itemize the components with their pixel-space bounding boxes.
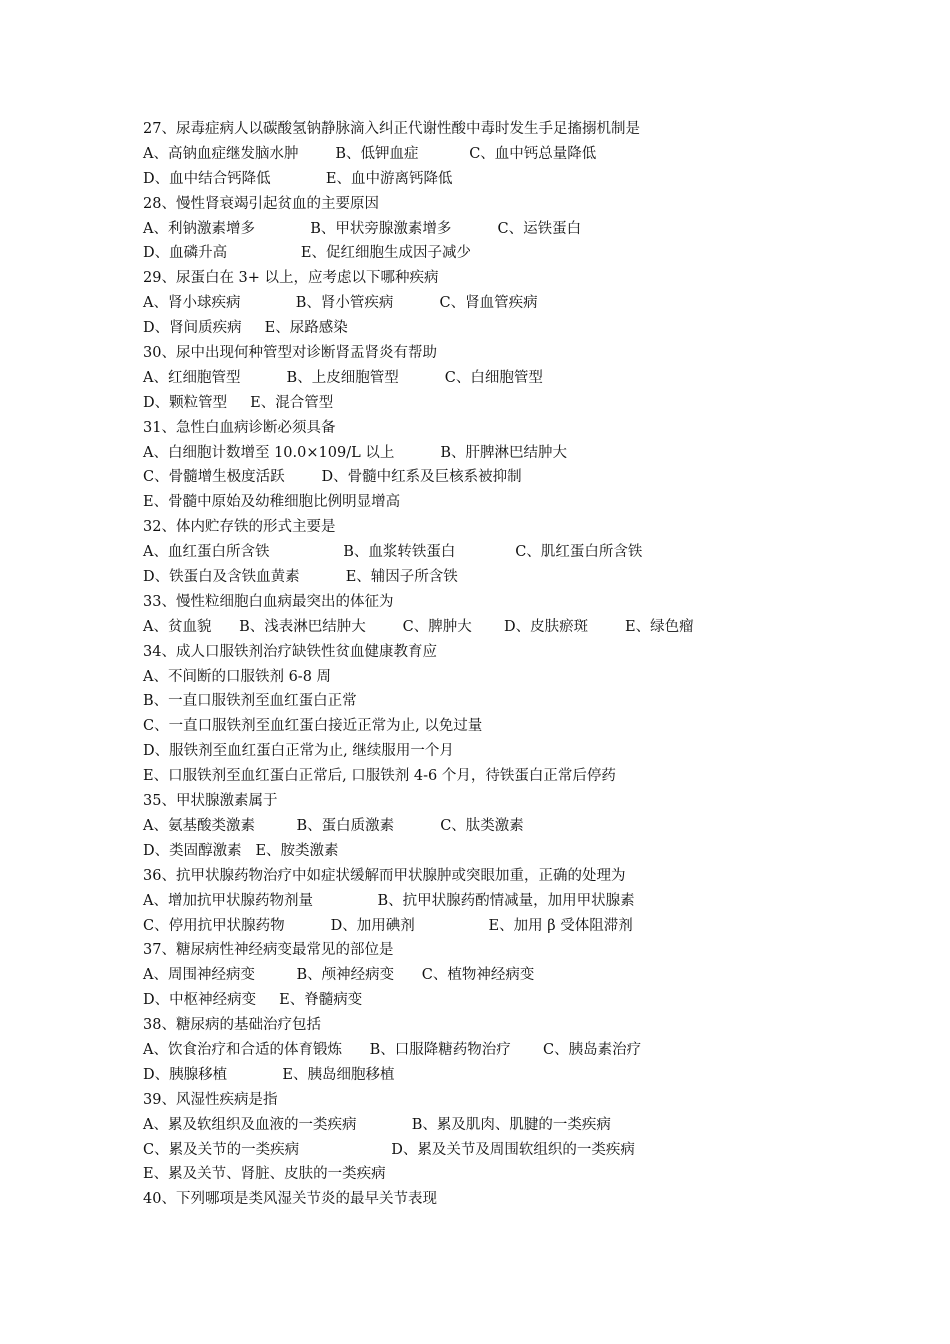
text-line: A、高钠血症继发脑水肿 B、低钾血症 C、血中钙总量降低 [143,145,597,162]
text-line: E、口服铁剂至血红蛋白正常后, 口服铁剂 4-6 个月，待铁蛋白正常后停药 [143,768,616,785]
text-line: A、白细胞计数增至 10.0×109/L 以上 B、肝脾淋巴结肿大 [143,444,568,461]
text-line: D、中枢神经病变 E、脊髓病变 [143,992,363,1009]
text-line: 38、糖尿病的基础治疗包括 [143,1017,321,1034]
text-line: C、骨髓增生极度活跃 D、骨髓中红系及巨核系被抑制 [143,469,522,486]
text-line: D、颗粒管型 E、混合管型 [143,394,334,411]
text-line: 29、尿蛋白在 3+ 以上，应考虑以下哪种疾病 [143,270,439,287]
text-line: A、血红蛋白所含铁 B、血浆转铁蛋白 C、肌红蛋白所含铁 [143,544,643,561]
text-line: A、红细胞管型 B、上皮细胞管型 C、白细胞管型 [143,369,543,386]
text-line: 37、糖尿病性神经病变最常见的部位是 [143,942,394,959]
text-line: 30、尿中出现何种管型对诊断肾盂肾炎有帮助 [143,345,437,362]
text-line: A、贫血貌 B、浅表淋巴结肿大 C、脾肿大 D、皮肤瘀斑 E、绿色瘤 [143,618,694,635]
text-line: 28、慢性肾衰竭引起贫血的主要原因 [143,195,379,212]
text-line: A、累及软组织及血液的一类疾病 B、累及肌肉、肌腱的一类疾病 [143,1116,611,1133]
text-line: 40、下列哪项是类风湿关节炎的最早关节表现 [143,1191,437,1208]
text-line: B、一直口服铁剂至血红蛋白正常 [143,693,357,710]
text-line: E、累及关节、肾脏、皮肤的一类疾病 [143,1166,386,1183]
text-line: A、利钠激素增多 B、甲状旁腺激素增多 C、运铁蛋白 [143,220,582,237]
text-line: C、停用抗甲状腺药物 D、加用碘剂 E、加用 β 受体阻滞剂 [143,917,633,934]
text-line: A、饮食治疗和合适的体育锻炼 B、口服降糖药物治疗 C、胰岛素治疗 [143,1041,642,1058]
text-line: D、服铁剂至血红蛋白正常为止, 继续服用一个月 [143,743,454,760]
text-line: A、周围神经病变 B、颅神经病变 C、植物神经病变 [143,967,535,984]
text-line: 35、甲状腺激素属于 [143,793,278,810]
text-line: 36、抗甲状腺药物治疗中如症状缓解而甲状腺肿或突眼加重，正确的处理为 [143,867,626,884]
text-line: D、肾间质疾病 E、尿路感染 [143,320,348,337]
text-line: 32、体内贮存铁的形式主要是 [143,519,336,536]
text-line: E、骨髓中原始及幼稚细胞比例明显增高 [143,494,401,511]
text-line: D、铁蛋白及含铁血黄素 E、辅因子所含铁 [143,569,458,586]
text-line: D、血中结合钙降低 E、血中游离钙降低 [143,170,453,187]
text-line: 31、急性白血病诊断必须具备 [143,419,336,436]
text-line: A、肾小球疾病 B、肾小管疾病 C、肾血管疾病 [143,295,538,312]
text-line: D、类固醇激素 E、胺类激素 [143,842,339,859]
text-line: A、增加抗甲状腺药物剂量 B、抗甲状腺药酌情减量，加用甲状腺素 [143,892,635,909]
question-list [143,117,843,1212]
text-line: C、一直口服铁剂至血红蛋白接近正常为止, 以免过量 [143,718,483,735]
text-line: 27、尿毒症病人以碳酸氢钠静脉滴入纠正代谢性酸中毒时发生手足搐搦机制是 [143,121,640,137]
text-line: 33、慢性粒细胞白血病最突出的体征为 [143,593,394,610]
text-line: 34、成人口服铁剂治疗缺铁性贫血健康教育应 [143,643,437,660]
text-line: D、胰腺移植 E、胰岛细胞移植 [143,1066,395,1083]
text-line: 39、风湿性疾病是指 [143,1091,278,1108]
text-line: C、累及关节的一类疾病 D、累及关节及周围软组织的一类疾病 [143,1141,635,1158]
text-line: D、血磷升高 E、促红细胞生成因子减少 [143,245,471,262]
text-line: A、不间断的口服铁剂 6-8 周 [143,668,332,685]
text-line: A、氨基酸类激素 B、蛋白质激素 C、肽类激素 [143,817,524,834]
